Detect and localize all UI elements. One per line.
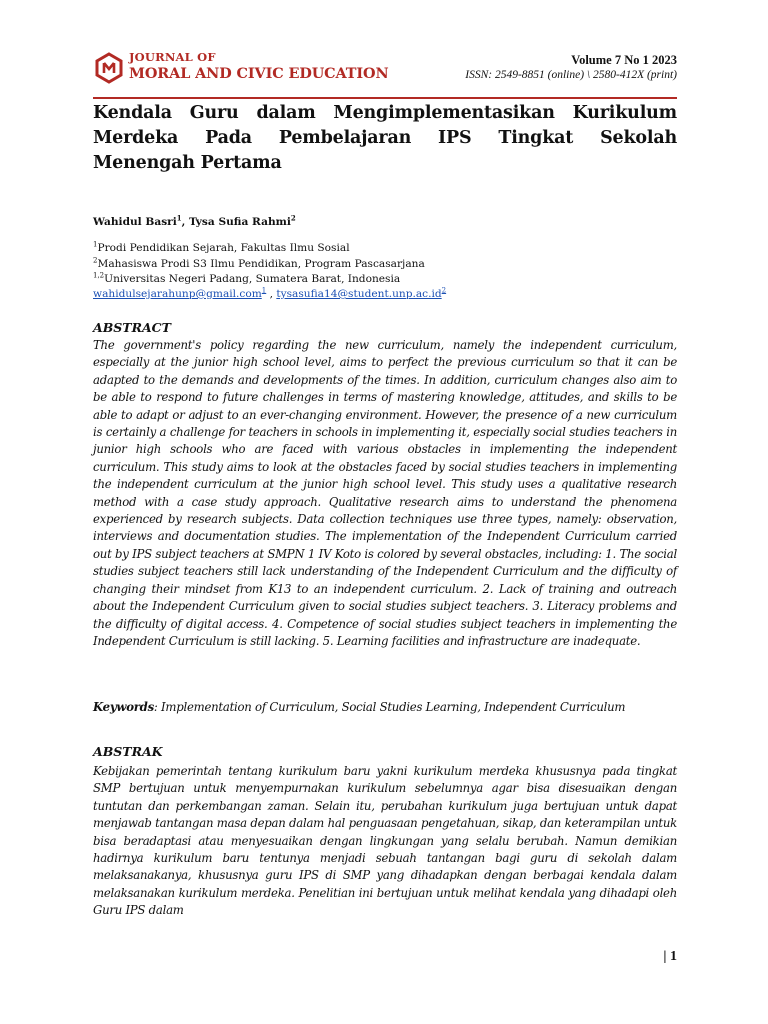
author-name: Wahidul Basri (93, 216, 177, 228)
author-affiliation-mark: 2 (290, 213, 296, 223)
email-link[interactable]: wahidulsejarahunp@gmail.com (93, 288, 262, 300)
abstract-text: The government's policy regarding the new curriculum, namely the independent curriculum, especially at the junior high school level, aims to perfect the previous curriculum so that it can be adapted to the demands and developments of the times. In addition, curriculum changes also aim to be able to respond to future challenges in terms of mastering knowledge, attitudes, and skills to be able to adapt or adjust to an ever-changing environment. However, the presence of a new curriculum is certainly a challenge for teachers in schools in implementing it, especially social studies teachers in junior high schools who are faced with various obstacles in implementing the independent curriculum. This study aims to look at the obstacles faced by social studies teachers in implementing the independent curriculum at the junior high school level. This study uses a qualitative research method with a case study approach. Qualitative research aims to understand the phenomena experienced by research subjects. Data collection techniques use three types, namely: observation, interviews and documentation studies. The implementation of the Independent Curriculum carried out by IPS subject teachers at SMPN 1 IV Koto is colored by several obstacles, including: 1. The social studies subject teachers still lack understanding of the Independent Curriculum and the difficulty of changing their mindset from K13 to an independent curriculum. 2. Lack of training and outreach about the Independent Curriculum given to social studies subject teachers. 3. Literacy problems and the difficulty of digital access. 4. Competence of social studies subject teachers in implementing the Independent Curriculum is still lacking. 5. Learning facilities and infrastructure are inadequate. (93, 338, 677, 648)
keywords-text: : Implementation of Curriculum, Social Studies Learning, Independent Curriculum (153, 700, 626, 714)
author-name: Tysa Sufia Rahmi (189, 216, 291, 228)
abstract-heading: ABSTRACT (93, 320, 171, 335)
affiliation-mark: 2 (93, 256, 98, 265)
email-mark: 2 (441, 286, 447, 295)
affiliation-line (93, 272, 400, 288)
affiliation-text: Prodi Pendidikan Sejarah, Fakultas Ilmu Sosial (97, 242, 350, 254)
abstrak-heading: ABSTRAK (93, 744, 163, 759)
affiliation-line (93, 257, 425, 273)
volume-info: Volume 7 No 1 2023 (571, 53, 677, 67)
abstrak-text: Kebijakan pemerintah tentang kurikulum baru yakni kurikulum merdeka khususnya pada tingkat SMP bertujuan untuk menyempurnakan kurikulum sebelumnya agar bisa disesuaikan dengan tuntutan dan perkembangan zaman. Selain itu, perubahan kurikulum juga bertujuan untuk dapat menjawab tantangan masa depan dalam hal penguasaan pengetahuan, sikap, dan keterampilan untuk bisa beradaptasi atau menyesuaikan dengan lingkungan yang selalu berubah. Namun demikian hadirnya kurikulum baru tentunya menjadi sebuah tantangan bagi guru di sekolah dalam melaksanakanya, khususnya guru IPS di SMP yang dihadapkan dengan berbagai kendala dalam melaksanakan kurikulum merdeka. Penelitian ini bertujuan untuk melihat kendala yang dihadapi oleh Guru IPS dalam (93, 764, 677, 918)
page-number: | 1 (663, 949, 677, 964)
journal-logo-icon (93, 52, 125, 84)
journal-of-label: JOURNAL OF (129, 50, 216, 64)
affiliation-mark: 1 (93, 240, 98, 249)
author-line (93, 215, 296, 231)
email-mark: 1 (261, 286, 267, 295)
author-affiliation-mark: 1 (176, 213, 182, 223)
keywords-line (93, 699, 677, 716)
journal-name: MORAL AND CIVIC EDUCATION (129, 65, 389, 82)
affiliation-text: Universitas Negeri Padang, Sumatera Barat, Indonesia (104, 273, 401, 285)
journal-header (93, 48, 677, 100)
author-separator: , (181, 216, 190, 228)
issn-info: ISSN: 2549-8851 (online) \ 2580-412X (print) (465, 69, 677, 81)
paper-title: Kendala Guru dalam Mengimplementasikan Kurikulum Merdeka Pada Pembelajaran IPS Tingkat Sekolah Menengah Pertama (93, 103, 677, 173)
affiliation-line (93, 241, 350, 257)
email-separator: , (266, 288, 277, 300)
header-divider (93, 97, 677, 99)
email-link[interactable]: tysasufia14@student.unp.ac.id (276, 288, 442, 300)
affiliation-text: Mahasiswa Prodi S3 Ilmu Pendidikan, Program Pascasarjana (97, 258, 425, 270)
email-line (93, 287, 446, 303)
affiliation-mark: 1,2 (93, 271, 105, 280)
keywords-label: Keywords (93, 700, 154, 714)
